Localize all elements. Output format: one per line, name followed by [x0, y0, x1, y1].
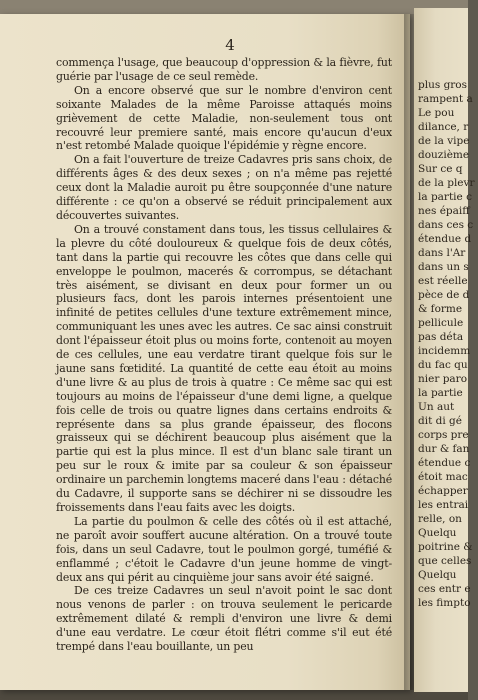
- facing-line: relle, on: [418, 513, 462, 525]
- facing-line: Quelqu: [418, 569, 457, 581]
- facing-line: échapper: [418, 485, 468, 497]
- page-body: [56, 56, 392, 654]
- paragraph: On a encore observé que sur le nombre d'environ cent soixante Malades de la même Paroisse attaqués moins grièvement de cette Maladie, non-seulement tous ont recouvré leur premiere santé, mais encore qu'aucun d'eux n'est retombé Malade quoique l'épidémie y règne encore.: [56, 83, 392, 153]
- facing-line: étoit mac: [418, 471, 468, 483]
- paragraph: commença l'usage, que beaucoup d'oppression & la fièvre, fut guérie par l'usage de ce seul remède.: [56, 56, 392, 83]
- facing-line: dit di gé: [418, 415, 462, 427]
- facing-line: la partie: [418, 387, 463, 399]
- facing-line: & forme: [418, 303, 463, 315]
- facing-line: dans ces c: [418, 219, 474, 231]
- facing-line: les fimpto: [418, 597, 471, 609]
- facing-line: Un aut: [418, 401, 455, 413]
- facing-line: nes épaiff: [418, 205, 470, 217]
- paragraph: La partie du poulmon & celle des côtés où il est attaché, ne paroît avoir souffert aucune altération. On a trouvé toute fois, dans un seul Cadavre, tout le poulmon gorgé, tuméfié & enflammé ; c'étoit le Cadavre d'un jeune homme de vingt-deux ans qui périt au cinquième jour sans avoir été saigné.: [56, 514, 392, 584]
- facing-line: plus gros: [418, 79, 468, 91]
- facing-line: pas déta: [418, 331, 464, 343]
- facing-line: du fac qu: [418, 359, 468, 371]
- facing-line: pèce de d: [418, 289, 470, 301]
- paragraph: De ces treize Cadavres un seul n'avoit point le sac dont nous venons de parler : on trouva seulement le pericarde extrêmement dilaté & rempli d'environ une livre & demi d'une eau verdatre. Le cœur étoit flétri comme s'il eut été trempé dans l'eau bouillante, un peu: [56, 584, 392, 654]
- facing-line: Sur ce q: [418, 163, 463, 175]
- facing-line: la partie c: [418, 191, 472, 203]
- facing-line: douzième: [418, 149, 470, 161]
- page-number: 4: [225, 36, 235, 54]
- facing-line: de la vipe: [418, 135, 470, 147]
- right-book-page: [414, 8, 475, 692]
- facing-line: pellicule: [418, 317, 464, 329]
- facing-line: incidemm: [418, 345, 471, 357]
- facing-line: dans l'Ar: [418, 247, 466, 259]
- facing-line: les entrai: [418, 499, 469, 511]
- paragraph: On a trouvé constament dans tous, les tissus cellulaires & la plevre du côté douloureux & quelque fois de deux côtés, tant dans la partie qui recouvre les côtes que dans celle qui enveloppe le poulmon, macerés & corrompus, se détachant très aisément, se divisant en deux pour former un ou plusieurs facs, dont les parois internes présentoient une infinité de petites cellules d'une texture extrêmement mince, communiquant les unes avec les autres. Ce sac ainsi construit dont l'épaisseur étoit plus ou moins forte, contenoit au moyen de ces cellules, une eau verdatre tirant quelque fois sur le jaune sans fœtidité. La quantité de cette eau étoit au moins d'une livre & au plus de trois à quatre : Ce même sac qui est toujours au moins de l'épaisseur d'une demi ligne, a quelque fois celle de trois ou quatre lignes dans certains endroits & représente dans sa plus grande épaisseur, des flocons graisseux qui se déchirent beaucoup plus aisément que la partie qui est la plus mince. Il est d'un blanc sale tirant un peu sur le roux & imite par sa couleur & son épaisseur ordinaire un parchemin longtems maceré dans l'eau : détaché du Cadavre, il supporte sans se déchirer ni se dissoudre les froissements dans l'eau faits avec les doigts.: [56, 222, 392, 514]
- facing-line: ces entr e: [418, 583, 471, 595]
- facing-line: dilance, r: [418, 121, 469, 133]
- facing-line: nier paro: [418, 373, 468, 385]
- facing-line: Le pou: [418, 107, 455, 119]
- facing-line: poitrine &: [418, 541, 473, 553]
- facing-line: corps pre: [418, 429, 469, 441]
- facing-line: étendue c: [418, 457, 471, 469]
- facing-line: que celles: [418, 555, 472, 567]
- facing-line: dur & fan: [418, 443, 470, 455]
- facing-page-text: [418, 78, 478, 610]
- paragraph: On a fait l'ouverture de treize Cadavres pris sans choix, de différents âges & des deux sexes ; on n'a même pas rejetté ceux dont la Maladie auroit pu être soupçonnée d'une nature différente : ce qu'on a observé se réduit principalement aux découvertes suivantes.: [56, 153, 392, 222]
- facing-line: rampent a: [418, 93, 473, 105]
- facing-line: est réelle: [418, 275, 468, 287]
- facing-line: de la plevr: [418, 177, 475, 189]
- facing-line: Quelqu: [418, 527, 457, 539]
- facing-line: dans un s: [418, 261, 469, 273]
- facing-line: étendue d: [418, 233, 472, 245]
